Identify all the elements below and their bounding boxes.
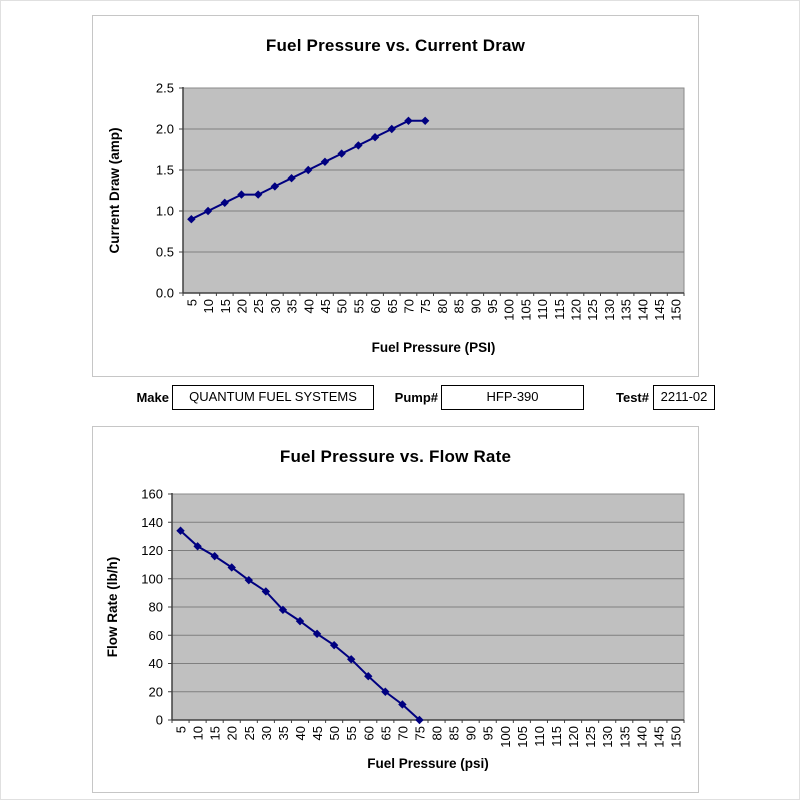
svg-text:115: 115: [549, 726, 564, 747]
svg-text:80: 80: [148, 599, 163, 615]
svg-text:120: 120: [568, 299, 584, 321]
svg-text:115: 115: [551, 299, 567, 320]
svg-text:150: 150: [668, 299, 684, 321]
svg-text:45: 45: [317, 299, 333, 314]
svg-text:10: 10: [190, 726, 206, 741]
test-number-label: Test#: [616, 390, 649, 405]
current-draw-chart-card: [92, 15, 699, 377]
svg-text:80: 80: [429, 726, 445, 741]
svg-text:105: 105: [518, 299, 534, 321]
svg-text:Fuel Pressure (PSI): Fuel Pressure (PSI): [371, 340, 496, 355]
svg-text:75: 75: [418, 299, 434, 314]
flow-rate-plot-canvas: [93, 427, 698, 792]
svg-text:130: 130: [600, 726, 616, 748]
svg-text:125: 125: [583, 726, 599, 748]
svg-text:70: 70: [401, 299, 417, 314]
svg-text:40: 40: [293, 726, 308, 741]
svg-text:90: 90: [463, 726, 479, 741]
svg-text:Current Draw (amp): Current Draw (amp): [107, 127, 122, 254]
svg-text:140: 140: [634, 726, 650, 748]
svg-text:95: 95: [484, 299, 500, 314]
svg-text:105: 105: [514, 726, 530, 748]
flow-rate-chart-card: [92, 426, 699, 793]
make-label: Make: [136, 390, 169, 405]
svg-text:5: 5: [173, 726, 189, 734]
svg-text:100: 100: [501, 299, 517, 321]
svg-text:35: 35: [275, 726, 291, 741]
svg-text:135: 135: [617, 726, 633, 748]
svg-text:80: 80: [434, 299, 450, 314]
svg-text:55: 55: [351, 299, 367, 314]
pump-number-label: Pump#: [394, 390, 438, 405]
svg-text:1.5: 1.5: [155, 162, 174, 178]
svg-text:100: 100: [141, 571, 163, 587]
svg-text:5: 5: [184, 299, 200, 307]
svg-text:125: 125: [585, 299, 601, 321]
svg-text:30: 30: [258, 726, 274, 741]
svg-text:55: 55: [344, 726, 360, 741]
svg-text:85: 85: [451, 299, 467, 314]
svg-text:10: 10: [201, 299, 217, 314]
svg-text:50: 50: [334, 299, 350, 314]
svg-text:0: 0: [155, 712, 163, 728]
svg-text:110: 110: [531, 726, 547, 747]
svg-text:1.0: 1.0: [155, 203, 174, 219]
svg-text:95: 95: [480, 726, 496, 741]
svg-text:120: 120: [566, 726, 582, 748]
svg-text:25: 25: [251, 299, 267, 314]
svg-text:75: 75: [412, 726, 428, 741]
svg-text:Fuel Pressure (psi): Fuel Pressure (psi): [367, 756, 489, 771]
pump-info-bar: [1, 384, 800, 411]
svg-text:15: 15: [207, 726, 223, 741]
svg-text:150: 150: [668, 726, 684, 748]
svg-text:50: 50: [327, 726, 343, 741]
svg-text:40: 40: [148, 656, 163, 671]
svg-text:20: 20: [148, 684, 163, 700]
svg-text:140: 140: [635, 299, 651, 321]
pump-number-field[interactable]: HFP-390: [441, 385, 584, 410]
current-draw-chart-title: Fuel Pressure vs. Current Draw: [265, 36, 526, 55]
svg-text:145: 145: [651, 726, 667, 748]
svg-text:25: 25: [241, 726, 257, 741]
svg-text:85: 85: [446, 726, 462, 741]
svg-text:Flow Rate (lb/h): Flow Rate (lb/h): [105, 556, 120, 658]
svg-text:15: 15: [217, 299, 233, 314]
svg-text:0.5: 0.5: [155, 244, 174, 260]
current-draw-plot-canvas: [93, 16, 698, 376]
svg-text:120: 120: [141, 543, 163, 558]
svg-text:135: 135: [618, 299, 634, 321]
svg-text:70: 70: [395, 726, 411, 741]
svg-text:30: 30: [267, 299, 283, 314]
svg-text:60: 60: [368, 299, 384, 314]
svg-text:65: 65: [378, 726, 394, 741]
svg-text:60: 60: [148, 627, 163, 643]
svg-text:90: 90: [468, 299, 484, 314]
svg-text:2.0: 2.0: [155, 121, 174, 137]
svg-text:20: 20: [224, 726, 240, 741]
svg-text:130: 130: [601, 299, 617, 321]
svg-text:2.5: 2.5: [155, 80, 174, 96]
svg-text:40: 40: [301, 299, 317, 314]
make-field[interactable]: QUANTUM FUEL SYSTEMS: [172, 385, 374, 410]
svg-text:140: 140: [141, 514, 163, 530]
svg-text:20: 20: [234, 299, 250, 314]
svg-text:60: 60: [361, 726, 377, 741]
svg-text:0.0: 0.0: [155, 285, 174, 301]
test-number-field[interactable]: 2211-02: [653, 385, 715, 410]
svg-text:160: 160: [141, 486, 163, 502]
svg-text:65: 65: [384, 299, 400, 314]
svg-text:110: 110: [535, 299, 551, 320]
svg-text:100: 100: [497, 726, 513, 748]
svg-text:45: 45: [310, 726, 326, 741]
flow-rate-chart-title: Fuel Pressure vs. Flow Rate: [279, 447, 512, 466]
svg-text:145: 145: [651, 299, 667, 321]
svg-text:35: 35: [284, 299, 300, 314]
